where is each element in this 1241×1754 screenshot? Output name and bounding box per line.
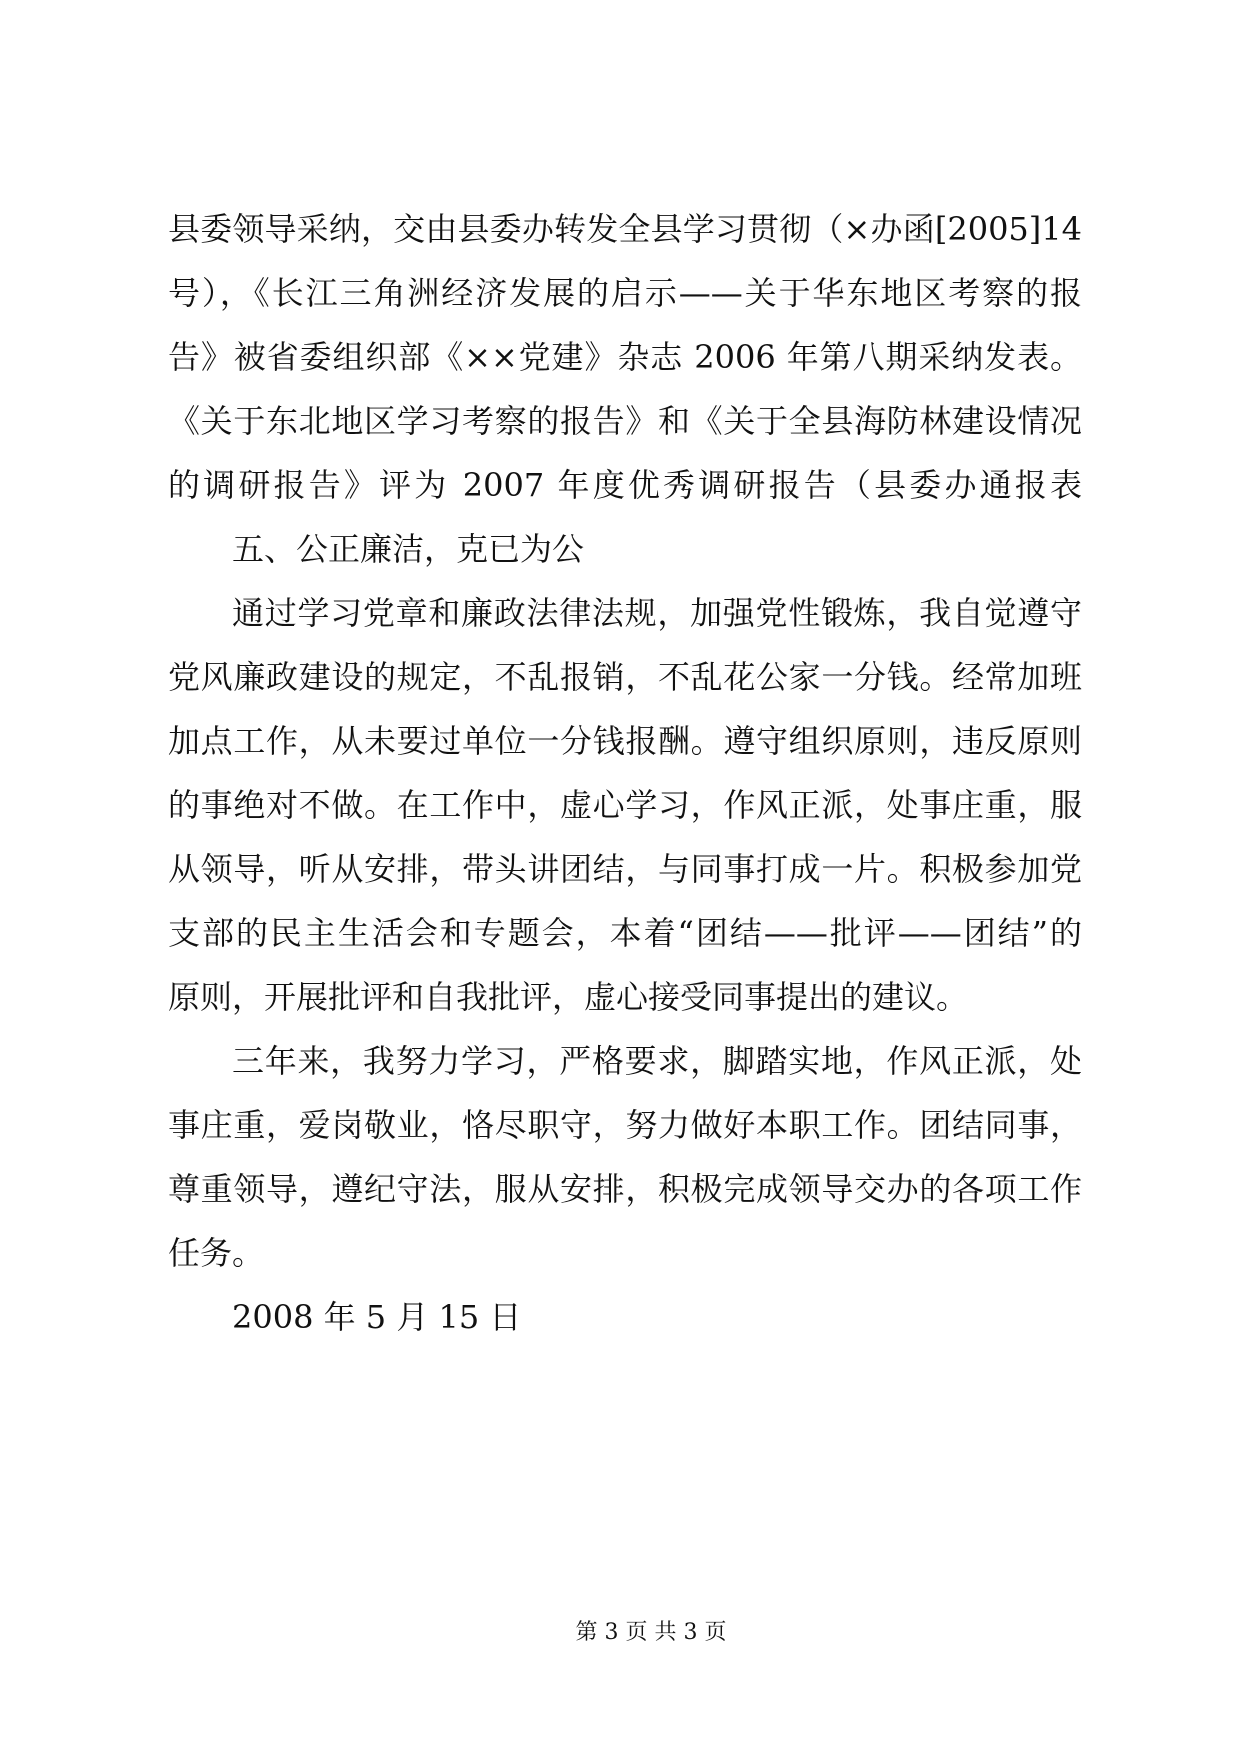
paragraph-line: 的事绝对不做。在工作中，虚心学习，作风正派，处事庄重，服 [168,786,1082,824]
paragraph-line: 号），《长江三角洲经济发展的启示——关于华东地区考察的报 [168,274,1082,312]
paragraph-line: 三年来，我努力学习，严格要求，脚踏实地，作风正派，处 [232,1042,1082,1080]
document-body [168,197,1082,1349]
paragraph-line: 《关于东北地区学习考察的报告》和《关于全县海防林建设情况 [168,402,1082,440]
document-date: 2008 年 5 月 15 日 [232,1298,522,1336]
paragraph-line: 任务。 [168,1234,265,1272]
paragraph-line: 的调研报告》评为 2007 年度优秀调研报告（县委办通报表 [168,466,1082,504]
paragraph-line: 从领导，听从安排，带头讲团结，与同事打成一片。积极参加党 [168,850,1082,888]
paragraph-line: 告》被省委组织部《××党建》杂志 2006 年第八期采纳发表。 [168,338,1082,376]
paragraph-line: 原则，开展批评和自我批评，虚心接受同事提出的建议。 [168,978,969,1016]
paragraph-line: 事庄重，爱岗敬业，恪尽职守，努力做好本职工作。团结同事， [168,1106,1082,1144]
paragraph-line: 通过学习党章和廉政法律法规，加强党性锻炼，我自觉遵守 [232,594,1082,632]
page-number-footer: 第 3 页 共 3 页 [575,1620,727,1645]
paragraph-line: 党风廉政建设的规定，不乱报销，不乱花公家一分钱。经常加班 [168,658,1082,696]
paragraph-line: 支部的民主生活会和专题会，本着“团结——批评——团结”的 [168,914,1082,952]
section-heading: 五、公正廉洁，克已为公 [232,530,585,568]
paragraph-line: 加点工作，从未要过单位一分钱报酬。遵守组织原则，违反原则 [168,722,1082,760]
paragraph-line: 县委领导采纳，交由县委办转发全县学习贯彻（×办函[2005]14 [168,210,1082,248]
paragraph-line: 尊重领导，遵纪守法，服从安排，积极完成领导交办的各项工作 [168,1170,1082,1208]
